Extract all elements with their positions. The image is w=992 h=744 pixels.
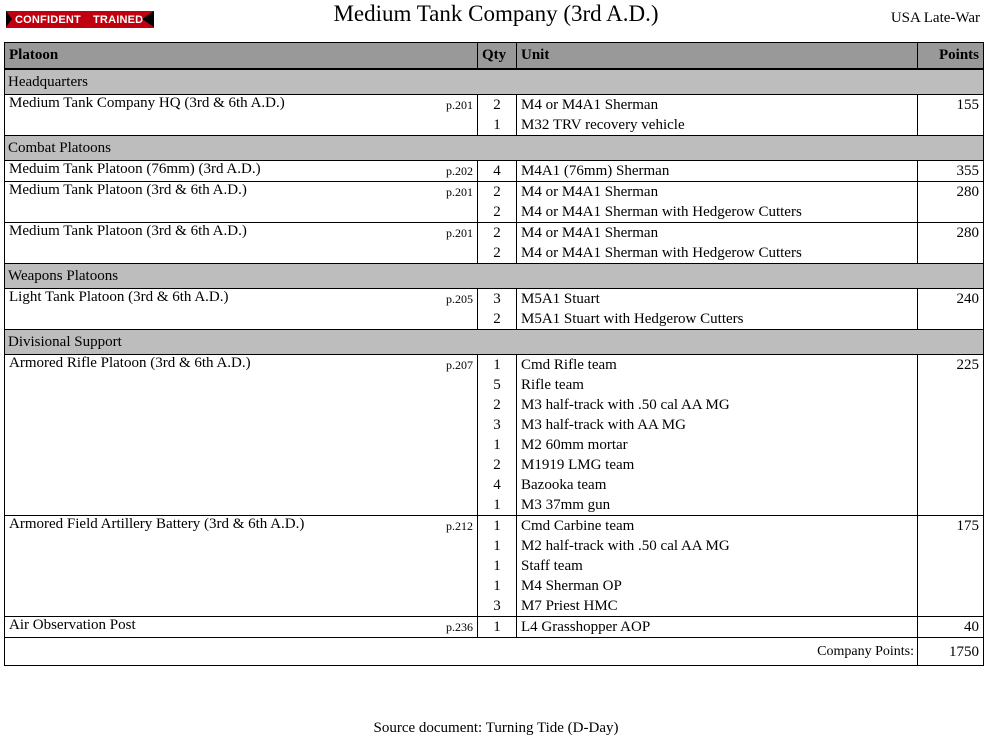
platoon-row — [5, 223, 984, 264]
platoon-row — [5, 95, 984, 136]
unit-qty: 1 — [493, 558, 501, 574]
platoon-row — [5, 355, 984, 516]
unit-name: M32 TRV recovery vehicle — [521, 117, 685, 133]
unit-cell — [517, 182, 918, 223]
section-row — [5, 264, 984, 289]
platoon-row — [5, 617, 984, 638]
section-title: Divisional Support — [5, 330, 984, 355]
unit-name: Staff team — [521, 558, 583, 574]
unit-qty: 1 — [493, 538, 501, 554]
unit-qty: 5 — [493, 377, 501, 393]
platoon-cell — [5, 161, 478, 182]
section-row — [5, 69, 984, 95]
unit-qty: 1 — [493, 117, 501, 133]
unit-name: M7 Priest HMC — [521, 598, 618, 614]
qty-cell — [478, 516, 517, 617]
platoon-name: Medium Tank Platoon (3rd & 6th A.D.) — [9, 182, 247, 198]
unit-qty: 2 — [493, 225, 501, 241]
unit-cell — [517, 95, 918, 136]
col-header-unit: Unit — [517, 43, 918, 70]
unit-qty: 1 — [493, 619, 501, 635]
section-title: Headquarters — [5, 69, 984, 95]
section-title: Weapons Platoons — [5, 264, 984, 289]
platoon-name: Air Observation Post — [9, 617, 136, 633]
platoon-row — [5, 516, 984, 617]
platoon-row — [5, 161, 984, 182]
unit-qty: 3 — [493, 291, 501, 307]
points-cell: 40 — [918, 617, 984, 638]
unit-name: M4 Sherman OP — [521, 578, 622, 594]
unit-name: M3 half-track with .50 cal AA MG — [521, 397, 730, 413]
unit-qty: 2 — [493, 457, 501, 473]
unit-qty: 4 — [493, 163, 501, 179]
platoon-page-ref: p.202 — [446, 164, 473, 178]
platoon-cell — [5, 355, 478, 516]
unit-cell — [517, 617, 918, 638]
table-header-row — [5, 43, 984, 70]
unit-name: Cmd Carbine team — [521, 518, 635, 534]
points-cell: 355 — [918, 161, 984, 182]
unit-name: M4 or M4A1 Sherman — [521, 225, 659, 241]
unit-cell — [517, 355, 918, 516]
unit-name: Bazooka team — [521, 477, 607, 493]
platoon-cell — [5, 95, 478, 136]
unit-qty: 3 — [493, 417, 501, 433]
points-cell: 155 — [918, 95, 984, 136]
unit-qty: 1 — [493, 357, 501, 373]
unit-qty: 1 — [493, 578, 501, 594]
roster-table — [4, 42, 984, 666]
platoon-page-ref: p.212 — [446, 519, 473, 533]
unit-name: M3 half-track with AA MG — [521, 417, 686, 433]
platoon-name: Light Tank Platoon (3rd & 6th A.D.) — [9, 289, 229, 305]
roster-body — [5, 69, 984, 638]
platoon-page-ref: p.201 — [446, 226, 473, 240]
unit-qty: 2 — [493, 184, 501, 200]
unit-cell — [517, 223, 918, 264]
col-header-platoon: Platoon — [5, 43, 478, 70]
badge-trained-label: TRAINED — [93, 13, 144, 26]
platoon-page-ref: p.201 — [446, 185, 473, 199]
unit-name: Rifle team — [521, 377, 584, 393]
unit-qty: 2 — [493, 204, 501, 220]
unit-qty: 2 — [493, 397, 501, 413]
platoon-name: Armored Rifle Platoon (3rd & 6th A.D.) — [9, 355, 251, 371]
company-points-label: Company Points: — [5, 638, 918, 666]
page-subtitle: USA Late-War — [890, 10, 980, 26]
unit-qty: 1 — [493, 437, 501, 453]
unit-qty: 4 — [493, 477, 501, 493]
unit-qty: 2 — [493, 97, 501, 113]
qty-cell — [478, 161, 517, 182]
platoon-name: Medium Tank Platoon (3rd & 6th A.D.) — [9, 223, 247, 239]
qty-cell — [478, 289, 517, 330]
unit-name: M4A1 (76mm) Sherman — [521, 163, 670, 179]
platoon-row — [5, 182, 984, 223]
platoon-page-ref: p.207 — [446, 358, 473, 372]
qty-cell — [478, 182, 517, 223]
unit-qty: 3 — [493, 598, 501, 614]
unit-name: M2 60mm mortar — [521, 437, 628, 453]
col-header-points: Points — [918, 43, 984, 70]
unit-name: M4 or M4A1 Sherman — [521, 97, 659, 113]
unit-name: L4 Grasshopper AOP — [521, 619, 651, 635]
platoon-name: Armored Field Artillery Battery (3rd & 6th A.D.) — [9, 516, 305, 532]
platoon-page-ref: p.236 — [446, 620, 473, 634]
unit-cell — [517, 516, 918, 617]
unit-qty: 1 — [493, 518, 501, 534]
platoon-row — [5, 289, 984, 330]
col-header-qty: Qty — [478, 43, 517, 70]
section-title: Combat Platoons — [5, 136, 984, 161]
platoon-name: Meduim Tank Platoon (76mm) (3rd A.D.) — [9, 161, 261, 177]
unit-qty: 2 — [493, 311, 501, 327]
unit-name: M2 half-track with .50 cal AA MG — [521, 538, 730, 554]
unit-name: M5A1 Stuart with Hedgerow Cutters — [521, 311, 744, 327]
platoon-page-ref: p.205 — [446, 292, 473, 306]
platoon-page-ref: p.201 — [446, 98, 473, 112]
points-cell: 280 — [918, 182, 984, 223]
unit-name: M1919 LMG team — [521, 457, 635, 473]
platoon-name: Medium Tank Company HQ (3rd & 6th A.D.) — [9, 95, 285, 111]
page-title: Medium Tank Company (3rd A.D.) — [333, 1, 659, 26]
unit-name: M4 or M4A1 Sherman with Hedgerow Cutters — [521, 204, 802, 220]
points-cell: 175 — [918, 516, 984, 617]
section-row — [5, 330, 984, 355]
unit-name: M4 or M4A1 Sherman — [521, 184, 659, 200]
qty-cell — [478, 617, 517, 638]
platoon-cell — [5, 223, 478, 264]
company-points-value: 1750 — [918, 638, 984, 666]
total-row — [5, 638, 984, 666]
platoon-cell — [5, 182, 478, 223]
platoon-cell — [5, 617, 478, 638]
unit-cell — [517, 289, 918, 330]
qty-cell — [478, 95, 517, 136]
unit-name: Cmd Rifle team — [521, 357, 617, 373]
unit-name: M5A1 Stuart — [521, 291, 600, 307]
section-row — [5, 136, 984, 161]
points-cell: 240 — [918, 289, 984, 330]
platoon-cell — [5, 289, 478, 330]
unit-name: M4 or M4A1 Sherman with Hedgerow Cutters — [521, 245, 802, 261]
unit-cell — [517, 161, 918, 182]
source-document: Source document: Turning Tide (D-Day) — [373, 720, 619, 736]
unit-qty: 2 — [493, 245, 501, 261]
points-cell: 225 — [918, 355, 984, 516]
unit-qty: 1 — [493, 497, 501, 513]
platoon-cell — [5, 516, 478, 617]
qty-cell — [478, 355, 517, 516]
points-cell: 280 — [918, 223, 984, 264]
qty-cell — [478, 223, 517, 264]
unit-name: M3 37mm gun — [521, 497, 611, 513]
badge-confident-label: CONFIDENT — [15, 13, 81, 26]
